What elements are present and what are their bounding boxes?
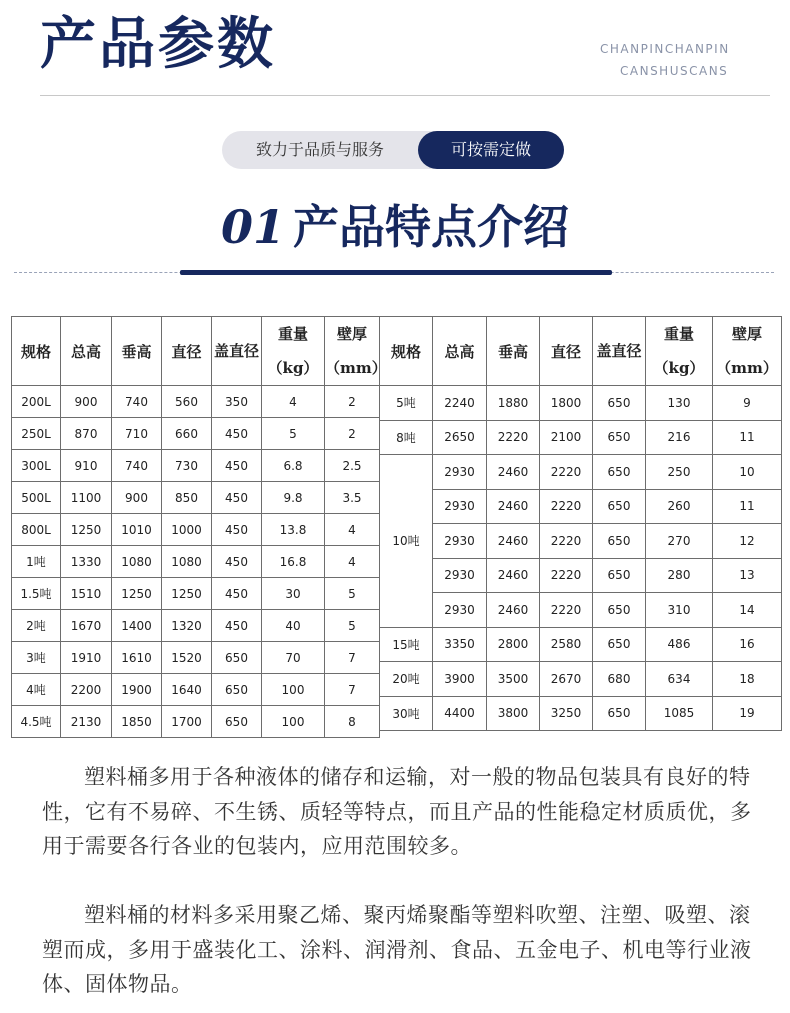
value-cell: 634 <box>646 662 713 697</box>
value-cell: 8 <box>325 706 380 738</box>
value-cell: 7 <box>325 642 380 674</box>
slogan-quality-label: 致力于品质与服务 <box>255 140 384 159</box>
header-vertical-height: 垂高 <box>112 317 162 386</box>
value-cell: 11 <box>713 489 782 524</box>
header-lid-diameter: 盖直径 <box>593 317 646 386</box>
value-cell: 850 <box>162 482 212 514</box>
value-cell: 2670 <box>540 662 593 697</box>
value-cell: 900 <box>112 482 162 514</box>
table-row <box>380 593 782 628</box>
value-cell: 1800 <box>540 386 593 421</box>
spec-cell: 5吨 <box>380 386 433 421</box>
value-cell: 2930 <box>433 558 487 593</box>
value-cell: 16.8 <box>262 546 325 578</box>
table-row <box>380 489 782 524</box>
value-cell: 680 <box>593 662 646 697</box>
value-cell: 1080 <box>162 546 212 578</box>
value-cell: 1850 <box>112 706 162 738</box>
value-cell: 6.8 <box>262 450 325 482</box>
value-cell: 650 <box>212 706 262 738</box>
value-cell: 19 <box>713 696 782 731</box>
spec-cell: 20吨 <box>380 662 433 697</box>
value-cell: 2650 <box>433 420 487 455</box>
value-cell: 1100 <box>61 482 112 514</box>
value-cell: 3250 <box>540 696 593 731</box>
table-row <box>380 524 782 559</box>
value-cell: 1085 <box>646 696 713 731</box>
header-total-height: 总高 <box>61 317 112 386</box>
header-spec: 规格 <box>380 317 433 386</box>
value-cell: 1880 <box>487 386 540 421</box>
value-cell: 5 <box>262 418 325 450</box>
value-cell: 1900 <box>112 674 162 706</box>
value-cell: 1250 <box>61 514 112 546</box>
header-weight: 重量（kg） <box>646 317 713 386</box>
value-cell: 650 <box>212 674 262 706</box>
value-cell: 450 <box>212 450 262 482</box>
table-row <box>380 455 782 490</box>
value-cell: 1610 <box>112 642 162 674</box>
value-cell: 216 <box>646 420 713 455</box>
value-cell: 2460 <box>487 524 540 559</box>
value-cell: 650 <box>593 558 646 593</box>
page-title: 产品参数 <box>40 12 276 77</box>
value-cell: 3800 <box>487 696 540 731</box>
value-cell: 650 <box>593 455 646 490</box>
value-cell: 560 <box>162 386 212 418</box>
value-cell: 12 <box>713 524 782 559</box>
table-row <box>12 386 380 418</box>
value-cell: 5 <box>325 610 380 642</box>
header-lid-diameter: 盖直径 <box>212 317 262 386</box>
value-cell: 13.8 <box>262 514 325 546</box>
table-row <box>12 482 380 514</box>
spec-cell: 3吨 <box>12 642 61 674</box>
value-cell: 2460 <box>487 558 540 593</box>
value-cell: 650 <box>593 593 646 628</box>
value-cell: 710 <box>112 418 162 450</box>
value-cell: 910 <box>61 450 112 482</box>
value-cell: 1640 <box>162 674 212 706</box>
value-cell: 2930 <box>433 455 487 490</box>
table-right-body <box>380 386 782 731</box>
header-vertical-height: 垂高 <box>487 317 540 386</box>
value-cell: 14 <box>713 593 782 628</box>
value-cell: 130 <box>646 386 713 421</box>
value-cell: 5 <box>325 578 380 610</box>
table-row <box>380 627 782 662</box>
value-cell: 350 <box>212 386 262 418</box>
table-row <box>12 610 380 642</box>
table-left-body <box>12 386 380 738</box>
value-cell: 9 <box>713 386 782 421</box>
value-cell: 40 <box>262 610 325 642</box>
value-cell: 280 <box>646 558 713 593</box>
header-weight: 重量（kg） <box>262 317 325 386</box>
table-row <box>12 674 380 706</box>
description-paragraph-2: 塑料桶的材料多采用聚乙烯、聚丙烯聚酯等塑料吹塑、注塑、吸塑、滚塑而成，多用于盛装化工、涂料、润滑剂、食品、五金电子、机电等行业液体、固体物品。 <box>42 903 752 996</box>
value-cell: 2240 <box>433 386 487 421</box>
description-paragraph-1: 塑料桶多用于各种液体的储存和运输，对一般的物品包装具有良好的特性，它有不易碎、不生锈、质轻等特点，而且产品的性能稳定材质质优，多用于需要各行各业的包装内，应用范围较多。 <box>42 765 752 858</box>
header-wall-thickness: 壁厚（mm） <box>713 317 782 386</box>
value-cell: 486 <box>646 627 713 662</box>
value-cell: 4 <box>262 386 325 418</box>
header-diameter: 直径 <box>162 317 212 386</box>
value-cell: 1700 <box>162 706 212 738</box>
section-number: 01 <box>220 200 285 254</box>
value-cell: 100 <box>262 674 325 706</box>
value-cell: 740 <box>112 386 162 418</box>
value-cell: 450 <box>212 610 262 642</box>
value-cell: 1320 <box>162 610 212 642</box>
value-cell: 2800 <box>487 627 540 662</box>
value-cell: 30 <box>262 578 325 610</box>
value-cell: 260 <box>646 489 713 524</box>
value-cell: 450 <box>212 514 262 546</box>
table-row <box>12 450 380 482</box>
spec-cell: 30吨 <box>380 696 433 731</box>
spec-table-right <box>379 316 782 731</box>
value-cell: 310 <box>646 593 713 628</box>
value-cell: 650 <box>593 386 646 421</box>
value-cell: 13 <box>713 558 782 593</box>
header-divider <box>40 95 770 96</box>
table-header-row <box>12 317 380 386</box>
value-cell: 2930 <box>433 489 487 524</box>
value-cell: 2930 <box>433 524 487 559</box>
spec-cell: 300L <box>12 450 61 482</box>
table-row <box>12 546 380 578</box>
value-cell: 1400 <box>112 610 162 642</box>
value-cell: 4400 <box>433 696 487 731</box>
value-cell: 3.5 <box>325 482 380 514</box>
table-row <box>12 642 380 674</box>
value-cell: 2200 <box>61 674 112 706</box>
value-cell: 270 <box>646 524 713 559</box>
spec-cell: 500L <box>12 482 61 514</box>
table-row <box>12 418 380 450</box>
english-subtitle-line-2: CANSHUSCANS <box>620 64 729 78</box>
spec-cell: 250L <box>12 418 61 450</box>
value-cell: 1670 <box>61 610 112 642</box>
value-cell: 900 <box>61 386 112 418</box>
header-wall-thickness: 壁厚（mm） <box>325 317 380 386</box>
value-cell: 2460 <box>487 455 540 490</box>
table-row <box>380 558 782 593</box>
spec-cell: 8吨 <box>380 420 433 455</box>
spec-cell: 800L <box>12 514 61 546</box>
value-cell: 2220 <box>540 455 593 490</box>
value-cell: 1080 <box>112 546 162 578</box>
value-cell: 730 <box>162 450 212 482</box>
value-cell: 1510 <box>61 578 112 610</box>
value-cell: 100 <box>262 706 325 738</box>
value-cell: 2220 <box>487 420 540 455</box>
value-cell: 2580 <box>540 627 593 662</box>
header-total-height: 总高 <box>433 317 487 386</box>
value-cell: 1910 <box>61 642 112 674</box>
spec-cell: 10吨 <box>380 455 433 628</box>
value-cell: 10 <box>713 455 782 490</box>
spec-cell: 4.5吨 <box>12 706 61 738</box>
section-heading <box>0 196 790 258</box>
value-cell: 660 <box>162 418 212 450</box>
spec-cell: 15吨 <box>380 627 433 662</box>
value-cell: 1000 <box>162 514 212 546</box>
value-cell: 450 <box>212 546 262 578</box>
spec-cell: 4吨 <box>12 674 61 706</box>
header-spec: 规格 <box>12 317 61 386</box>
value-cell: 11 <box>713 420 782 455</box>
english-subtitle-line-1: CHANPINCHANPIN <box>600 42 730 56</box>
table-row <box>12 578 380 610</box>
value-cell: 4 <box>325 546 380 578</box>
table-row <box>12 514 380 546</box>
value-cell: 650 <box>593 489 646 524</box>
slogan-pill <box>222 131 564 169</box>
value-cell: 2220 <box>540 558 593 593</box>
table-row <box>12 706 380 738</box>
value-cell: 1520 <box>162 642 212 674</box>
value-cell: 650 <box>593 627 646 662</box>
value-cell: 2.5 <box>325 450 380 482</box>
value-cell: 4 <box>325 514 380 546</box>
value-cell: 16 <box>713 627 782 662</box>
value-cell: 650 <box>593 524 646 559</box>
value-cell: 2100 <box>540 420 593 455</box>
value-cell: 2460 <box>487 593 540 628</box>
value-cell: 1330 <box>61 546 112 578</box>
value-cell: 3500 <box>487 662 540 697</box>
spec-cell: 1.5吨 <box>12 578 61 610</box>
value-cell: 2220 <box>540 524 593 559</box>
value-cell: 2220 <box>540 489 593 524</box>
table-row <box>380 696 782 731</box>
value-cell: 450 <box>212 418 262 450</box>
value-cell: 3900 <box>433 662 487 697</box>
spec-cell: 1吨 <box>12 546 61 578</box>
value-cell: 2130 <box>61 706 112 738</box>
value-cell: 650 <box>212 642 262 674</box>
value-cell: 2 <box>325 418 380 450</box>
table-row <box>380 386 782 421</box>
value-cell: 70 <box>262 642 325 674</box>
value-cell: 250 <box>646 455 713 490</box>
table-row <box>380 420 782 455</box>
section-title-text: 产品特点介绍 <box>293 200 569 254</box>
section-underline-bar <box>180 270 612 275</box>
value-cell: 650 <box>593 420 646 455</box>
value-cell: 2220 <box>540 593 593 628</box>
table-header-row <box>380 317 782 386</box>
value-cell: 1010 <box>112 514 162 546</box>
value-cell: 1250 <box>112 578 162 610</box>
value-cell: 450 <box>212 578 262 610</box>
value-cell: 18 <box>713 662 782 697</box>
value-cell: 9.8 <box>262 482 325 514</box>
spec-table-left <box>11 316 387 738</box>
header-diameter: 直径 <box>540 317 593 386</box>
table-row <box>380 662 782 697</box>
value-cell: 3350 <box>433 627 487 662</box>
value-cell: 1250 <box>162 578 212 610</box>
value-cell: 870 <box>61 418 112 450</box>
value-cell: 650 <box>593 696 646 731</box>
spec-cell: 200L <box>12 386 61 418</box>
value-cell: 7 <box>325 674 380 706</box>
value-cell: 2460 <box>487 489 540 524</box>
value-cell: 740 <box>112 450 162 482</box>
custom-order-badge: 可按需定做 <box>418 131 564 169</box>
value-cell: 2 <box>325 386 380 418</box>
value-cell: 450 <box>212 482 262 514</box>
value-cell: 2930 <box>433 593 487 628</box>
spec-cell: 2吨 <box>12 610 61 642</box>
